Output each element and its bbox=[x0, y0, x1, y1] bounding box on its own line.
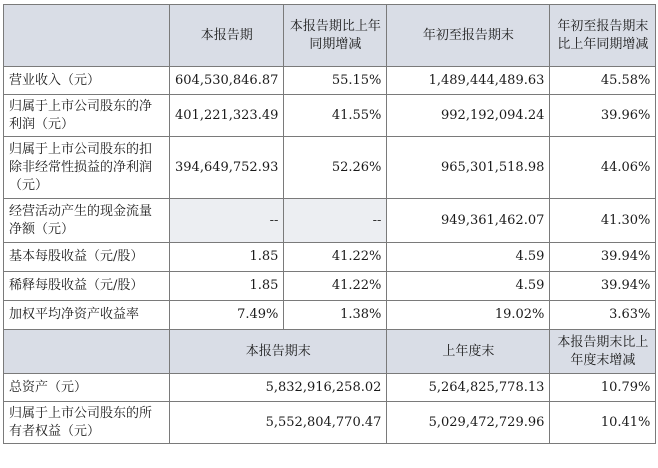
row-label: 经营活动产生的现金流量净额（元） bbox=[4, 199, 170, 243]
table-row bbox=[4, 95, 656, 137]
cell-ytd: 4.59 bbox=[387, 272, 550, 301]
cell-current: 1.85 bbox=[170, 272, 284, 301]
table-row bbox=[4, 402, 656, 444]
cell-ytd: 19.02% bbox=[387, 301, 550, 330]
cell-current: 401,221,323.49 bbox=[170, 95, 284, 137]
table-header-row bbox=[4, 5, 656, 67]
header-ytd-yoy: 年初至报告期末比上年同期增减 bbox=[550, 5, 656, 67]
cell-current: 604,530,846.87 bbox=[170, 67, 284, 95]
row-label: 加权平均净资产收益率 bbox=[4, 301, 170, 330]
cell-change: 10.79% bbox=[550, 374, 656, 402]
cell-ytd-yoy: 3.63% bbox=[550, 301, 656, 330]
header-period-end: 本报告期末 bbox=[170, 330, 387, 374]
cell-ytd: 1,489,444,489.63 bbox=[387, 67, 550, 95]
cell-current-yoy: 52.26% bbox=[284, 137, 387, 199]
table-row bbox=[4, 374, 656, 402]
cell-current: 1.85 bbox=[170, 243, 284, 272]
row-label: 归属于上市公司股东的所有者权益（元） bbox=[4, 402, 170, 444]
row-label: 归属于上市公司股东的扣除非经常性损益的净利润（元） bbox=[4, 137, 170, 199]
cell-current-yoy: 41.22% bbox=[284, 272, 387, 301]
table-row bbox=[4, 301, 656, 330]
cell-ytd: 992,192,094.24 bbox=[387, 95, 550, 137]
table-row bbox=[4, 272, 656, 301]
cell-ytd-yoy: 44.06% bbox=[550, 137, 656, 199]
cell-ytd: 4.59 bbox=[387, 243, 550, 272]
cell-period-end: 5,552,804,770.47 bbox=[170, 402, 387, 444]
table-row bbox=[4, 67, 656, 95]
cell-current-yoy: 55.15% bbox=[284, 67, 387, 95]
header-prev-year-end: 上年度末 bbox=[387, 330, 550, 374]
cell-ytd-yoy: 45.58% bbox=[550, 67, 656, 95]
cell-ytd-yoy: 39.96% bbox=[550, 95, 656, 137]
row-label: 基本每股收益（元/股） bbox=[4, 243, 170, 272]
cell-current: -- bbox=[170, 199, 284, 243]
cell-ytd-yoy: 39.94% bbox=[550, 243, 656, 272]
cell-current: 394,649,752.93 bbox=[170, 137, 284, 199]
header-blank-cell bbox=[4, 5, 170, 67]
header-current-yoy: 本报告期比上年同期增减 bbox=[284, 5, 387, 67]
cell-ytd-yoy: 39.94% bbox=[550, 272, 656, 301]
cell-current-yoy: 41.22% bbox=[284, 243, 387, 272]
table-row bbox=[4, 137, 656, 199]
cell-period-end: 5,832,916,258.02 bbox=[170, 374, 387, 402]
cell-prev-year-end: 5,264,825,778.13 bbox=[387, 374, 550, 402]
cell-ytd: 965,301,518.98 bbox=[387, 137, 550, 199]
cell-current: 7.49% bbox=[170, 301, 284, 330]
cell-change: 10.41% bbox=[550, 402, 656, 444]
header-change: 本报告期末比上年度末增减 bbox=[550, 330, 656, 374]
table-row bbox=[4, 243, 656, 272]
cell-current-yoy: -- bbox=[284, 199, 387, 243]
cell-current-yoy: 41.55% bbox=[284, 95, 387, 137]
header-current-period: 本报告期 bbox=[170, 5, 284, 67]
cell-ytd: 949,361,462.07 bbox=[387, 199, 550, 243]
row-label: 归属于上市公司股东的净利润（元） bbox=[4, 95, 170, 137]
cell-prev-year-end: 5,029,472,729.96 bbox=[387, 402, 550, 444]
key-financials-table bbox=[3, 4, 656, 444]
header-ytd: 年初至报告期末 bbox=[387, 5, 550, 67]
cell-ytd-yoy: 41.30% bbox=[550, 199, 656, 243]
row-label: 营业收入（元） bbox=[4, 67, 170, 95]
table-row bbox=[4, 199, 656, 243]
header-blank-cell bbox=[4, 330, 170, 374]
row-label: 稀释每股收益（元/股） bbox=[4, 272, 170, 301]
table-header-row bbox=[4, 330, 656, 374]
cell-current-yoy: 1.38% bbox=[284, 301, 387, 330]
row-label: 总资产（元） bbox=[4, 374, 170, 402]
